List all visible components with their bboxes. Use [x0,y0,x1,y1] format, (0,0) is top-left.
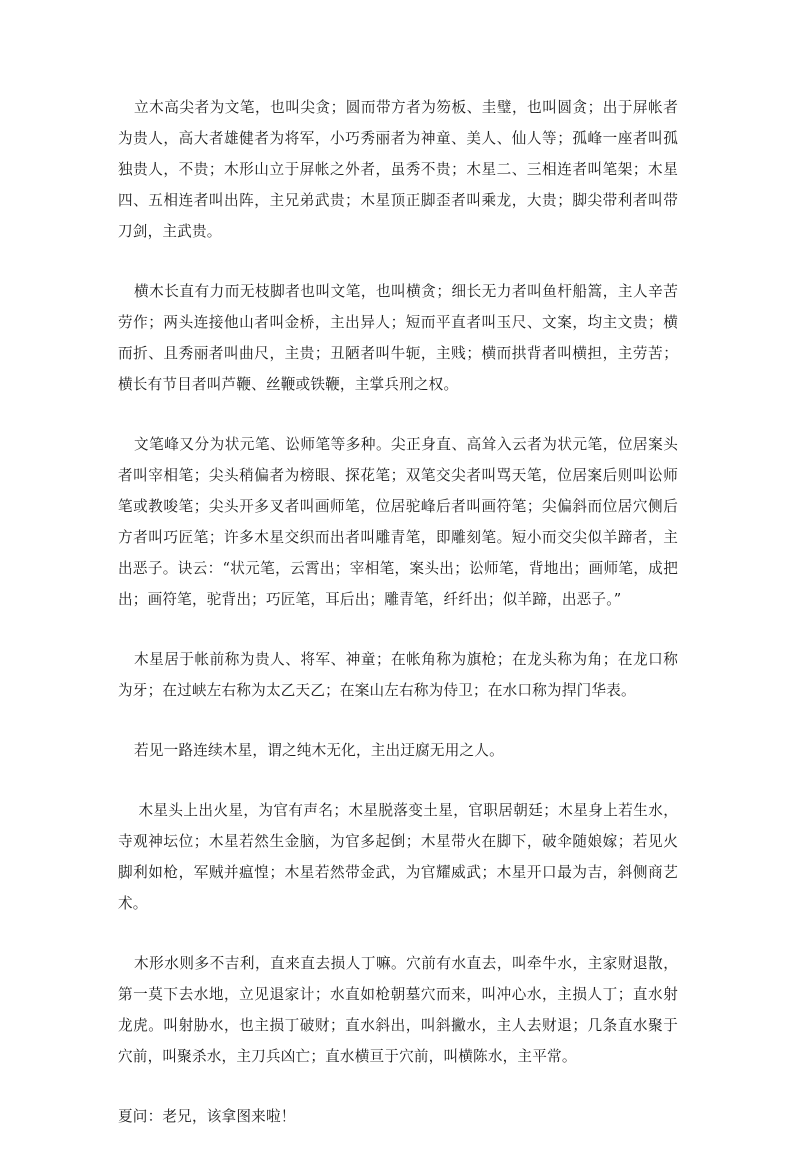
document-page [118,92,678,1161]
paragraph-horizontal-wood: 横木长直有力而无枝脚者也叫文笔，也叫横贪；细长无力者叫鱼杆船篙，主人辛苦劳作；两头连接他山者叫金桥，主出异人；短而平直者叫玉尺、文案，均主文贵；横而折、且秀丽者叫曲尺，主贵；丑陋者叫牛轭，主贱；横而拱背者叫横担，主劳苦；横长有节目者叫芦鞭、丝鞭或铁鞭，主掌兵刑之权。 [118,283,678,393]
paragraph-wood-star-positions: 木星居于帐前称为贵人、将军、神童；在帐角称为旗枪；在龙头称为角；在龙口称为牙；在过峡左右称为太乙天乙；在案山左右称为侍卫；在水口称为捍门华表。 [118,651,678,699]
paragraph-wood-star-verse: 木星头上出火星，为官有声名；木星脱落变土星，官职居朝廷；木星身上若生水，寺观神坛位；木星若然生金脑，为官多起倒；木星带火在脚下，破伞随娘嫁；若见火脚利如枪，军贼并瘟惶；木星若然带金武，为官耀威武；木星开口最为吉，斜侧商艺术。 [118,802,678,912]
paragraph-wood-water: 木形水则多不吉利，直来直去损人丁嘛。穴前有水直去，叫牵牛水，主家财退散，第一莫下去水地，立见退家计；水直如枪朝墓穴而来，叫冲心水，主损人丁；直水射龙虎。叫射胁水，也主损丁破财；直水斜出，叫斜撇水，主人去财退；几条直水聚于穴前，叫聚杀水，主刀兵凶亡；直水横亘于穴前，叫横陈水，主平常。 [118,955,678,1065]
paragraph-pure-wood: 若见一路连续木星，谓之纯木无化，主出迂腐无用之人。 [134,742,504,759]
paragraph-dialogue: 夏问：老兄，该拿图来啦！ [118,1108,296,1125]
paragraph-brush-peaks: 文笔峰又分为状元笔、讼师笔等多种。尖正身直、高耸入云者为状元笔，位居案头者叫宰相笔；尖头稍偏者为榜眼、探花笔；双笔交尖者叫骂天笔，位居案后则叫讼师笔或教唆笔；尖头开多叉者叫画师笔，位居驼峰后者叫画符笔；尖偏斜而位居穴侧后方者叫巧匠笔；许多木星交织而出者叫雕青笔，即雕刻笔。短小而交尖似羊蹄者，主出恶子。诀云：“状元笔，云霄出；宰相笔，案头出；讼师笔，背地出；画师笔，成把出；画符笔，驼背出；巧匠笔，耳后出；雕青笔，纤纤出；似羊蹄，出恶子。” [118,436,678,608]
paragraph-wood-peak-types: 立木高尖者为文笔，也叫尖贪；圆而带方者为笏板、圭璧，也叫圆贪；出于屏帐者为贵人，高大者雄健者为将军，小巧秀丽者为神童、美人、仙人等；孤峰一座者叫孤独贵人，不贵；木形山立于屏帐之外者，虽秀不贵；木星二、三相连者叫笔架；木星四、五相连者叫出阵，主兄弟武贵；木星顶正脚歪者叫乘龙，大贵；脚尖带利者叫带刀剑，主武贵。 [118,99,678,240]
